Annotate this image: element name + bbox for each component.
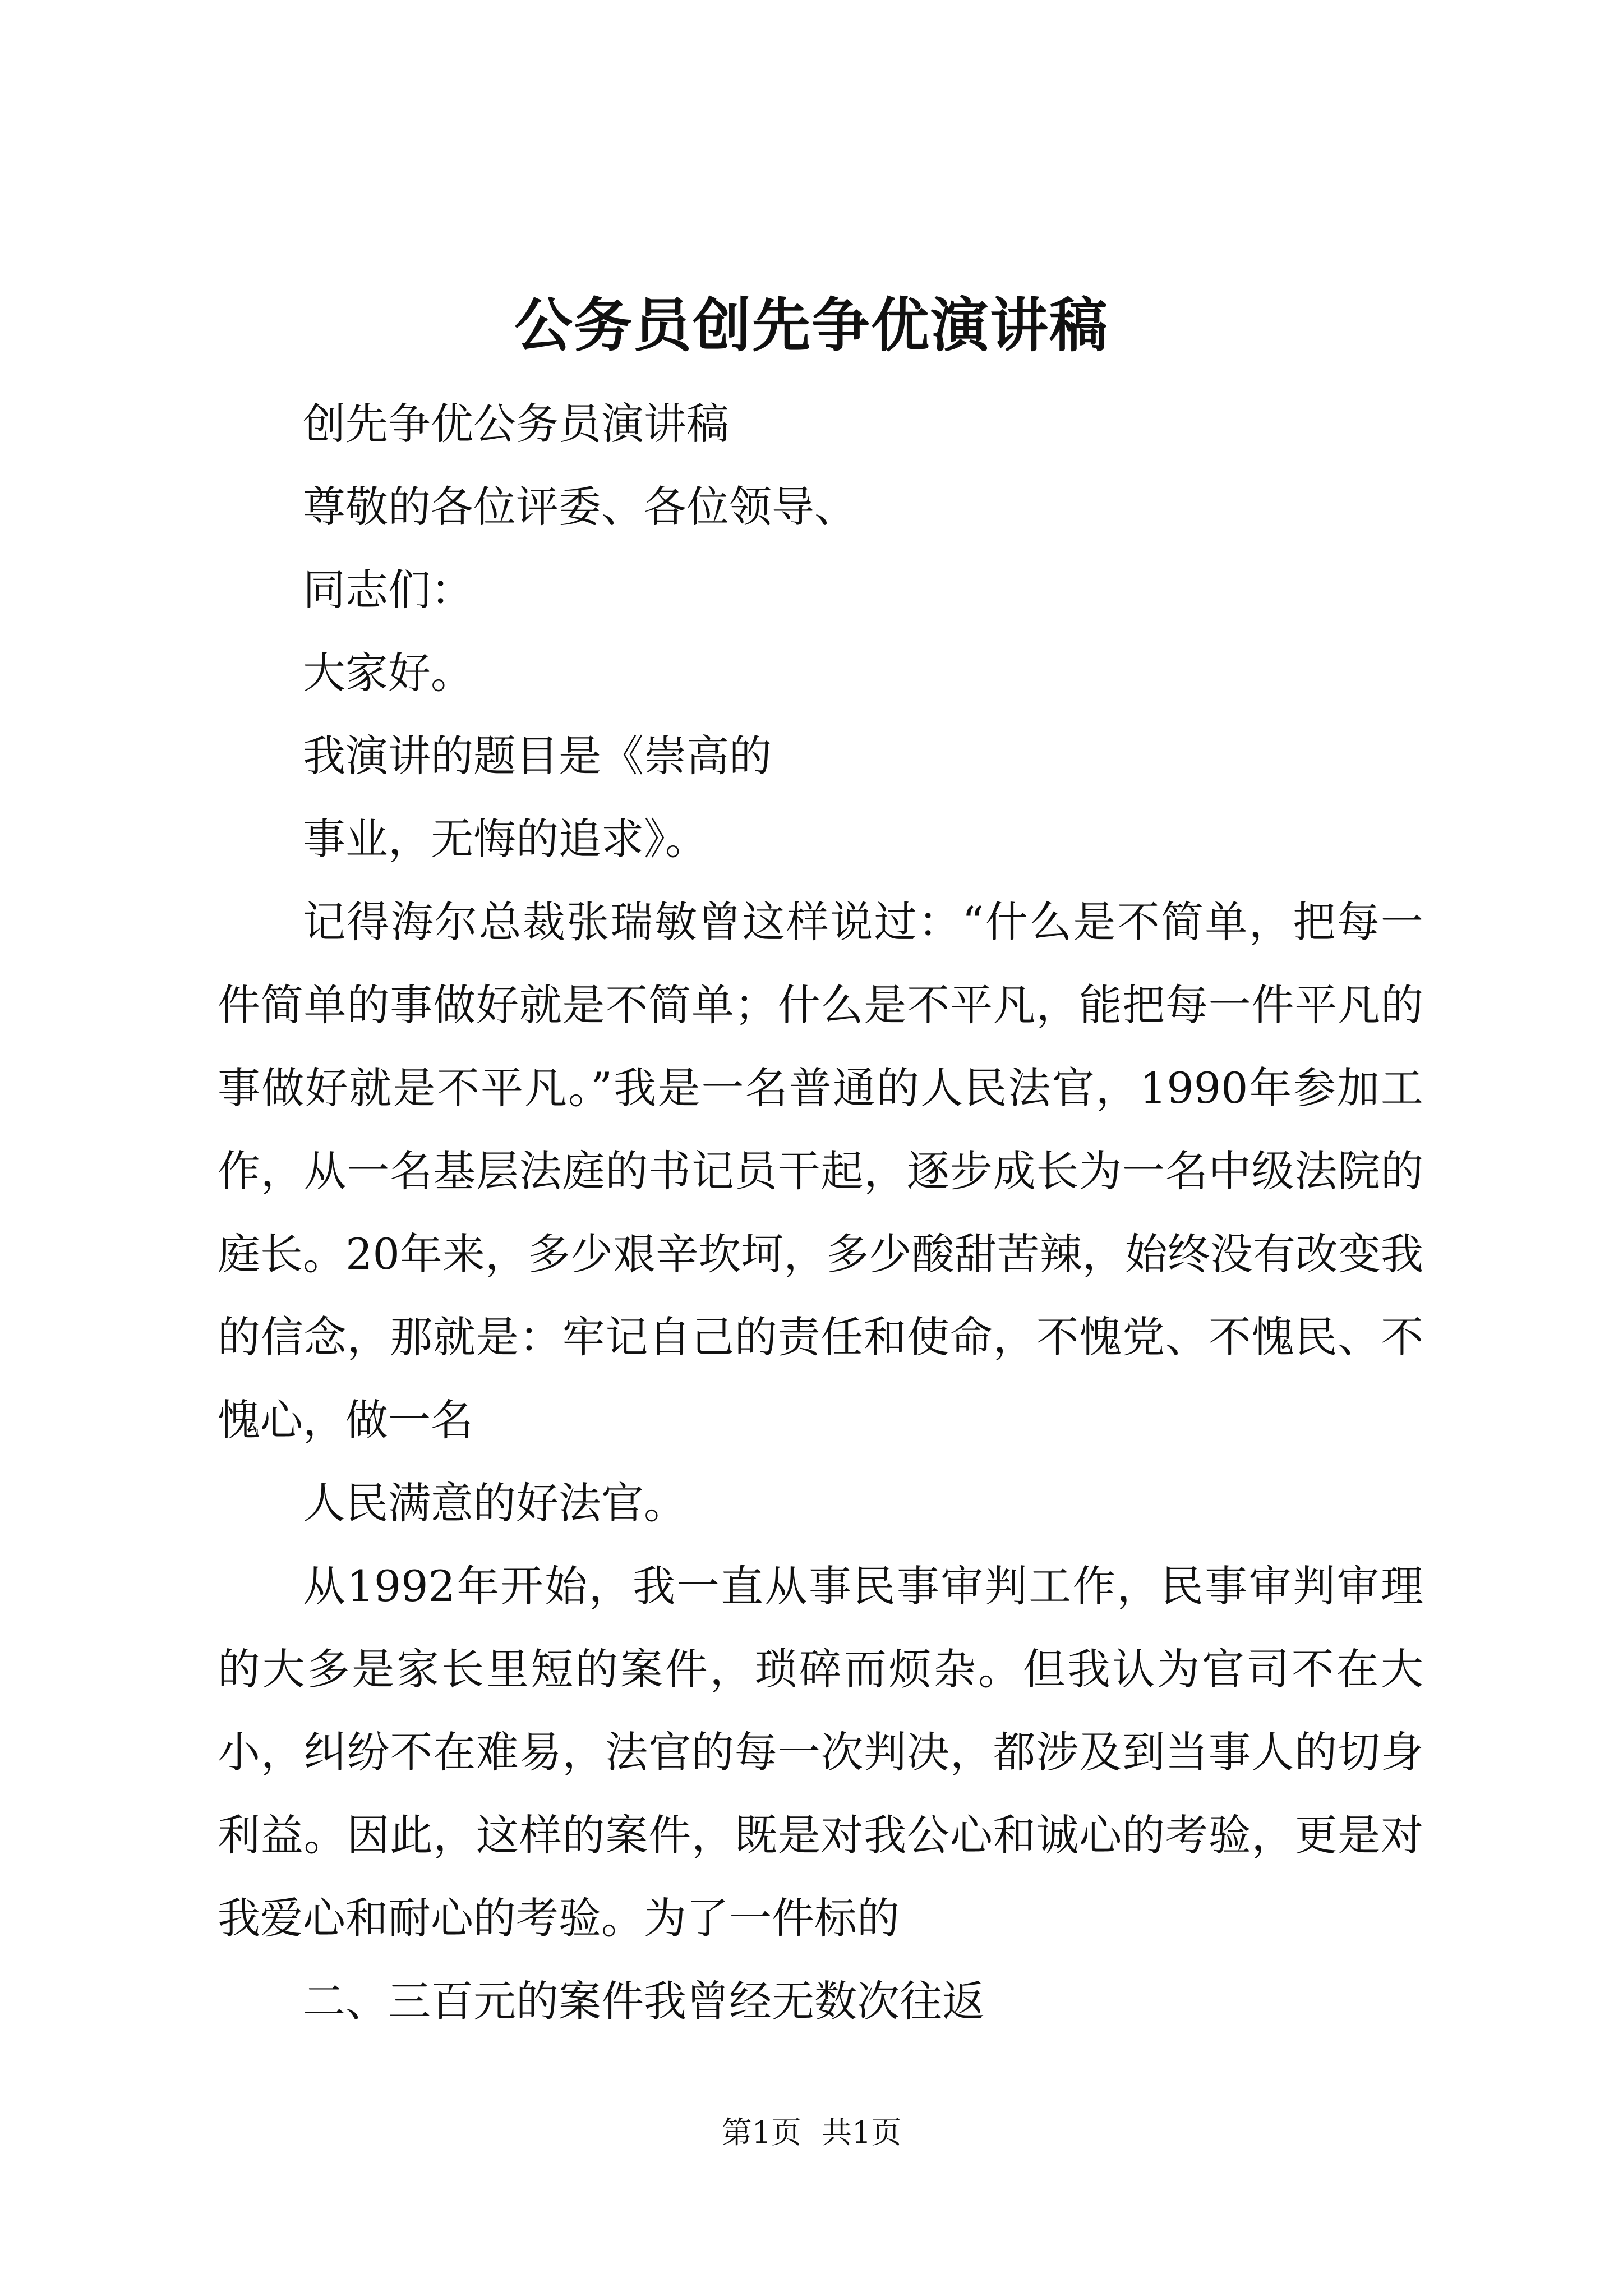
paragraph: 创先争优公务员演讲稿	[303, 399, 729, 449]
page-footer	[0, 2110, 1623, 2155]
paragraph: 同志们：	[303, 565, 473, 615]
paragraph: 大家好。	[303, 648, 473, 698]
paragraph: 人民满意的好法官。	[303, 1478, 686, 1528]
paragraph: 尊敬的各位评委、各位领导、	[303, 482, 857, 532]
document-body	[218, 383, 1423, 2043]
paragraph: 从1992年开始，我一直从事民事审判工作，民事审判审理的大多是家长里短的案件，琐碎而烦杂。但我认为官司不在大小，纠纷不在难易，法官的每一次判决，都涉及到当事人的切身利益。因此，这样的案件，既是对我公心和诚心的考验，更是对我爱心和耐心的考验。为了一件标的	[218, 1561, 1423, 1943]
paragraph: 事业，无悔的追求》。	[303, 814, 708, 864]
paragraph: 我演讲的题目是《崇高的	[303, 731, 772, 781]
paragraph: 二、三百元的案件我曾经无数次往返	[303, 1976, 985, 2026]
page-total: 共1页	[822, 2115, 902, 2150]
document-title: 公务员创先争优演讲稿	[514, 291, 1109, 360]
page-number: 第1页	[721, 2115, 801, 2150]
paragraph: 记得海尔总裁张瑞敏曾这样说过：“什么是不简单，把每一件简单的事做好就是不简单；什么是不平凡，能把每一件平凡的事做好就是不平凡。”我是一名普通的人民法官，1990年参加工作，从一名基层法庭的书记员干起，逐步成长为一名中级法院的庭长。20年来，多少艰辛坎坷，多少酸甜苦辣，始终没有改变我的信念，那就是：牢记自己的责任和使命，不愧党、不愧民、不愧心，做一名	[218, 897, 1423, 1445]
